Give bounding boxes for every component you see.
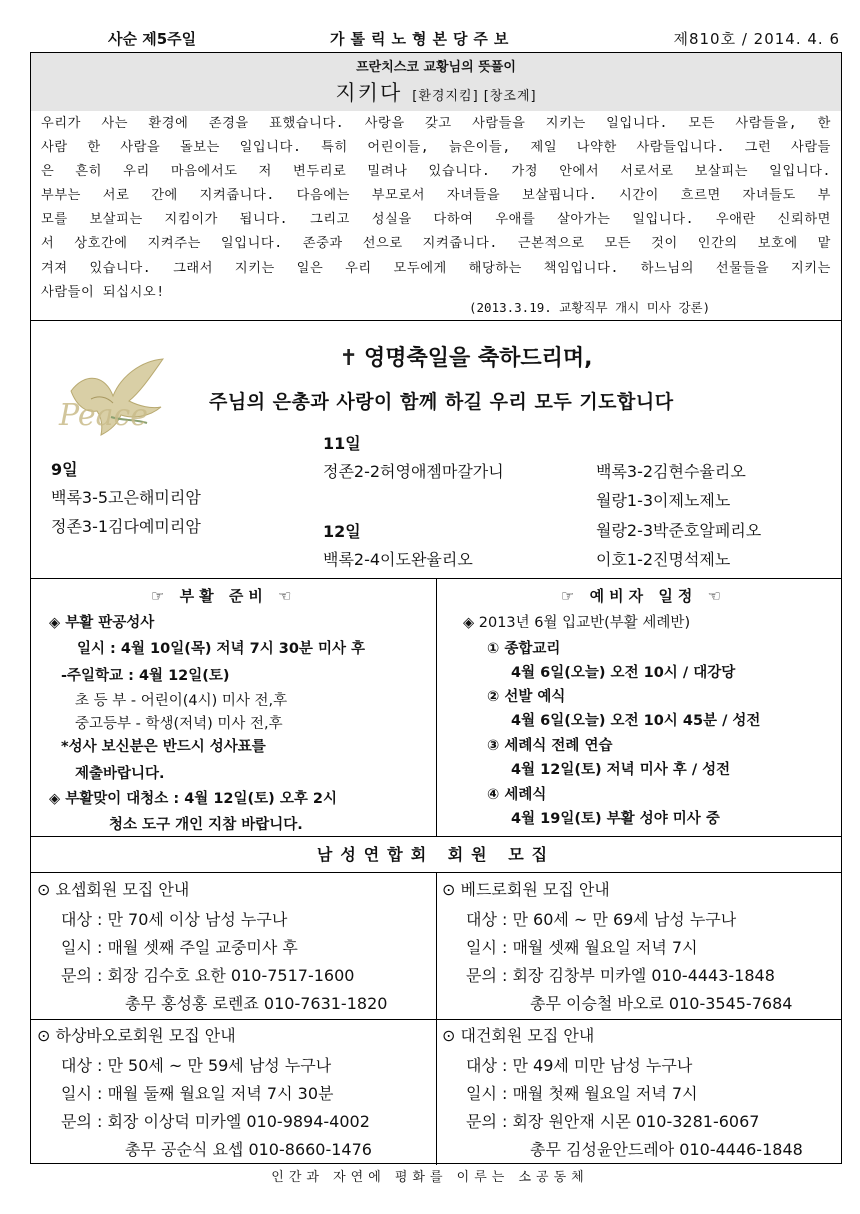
catechumen-line: 4월 6일(오늘) 오전 10시 / 대강당 xyxy=(511,665,736,681)
catechumen-line: 4월 6일(오늘) 오전 10시 45분 / 성전 xyxy=(511,713,761,729)
reflection-tags: [환경지킴] [창조계] xyxy=(412,89,537,104)
easter-prep-line: 일시 : 4월 10일(목) 저녁 7시 30분 미사 후 xyxy=(77,641,366,657)
feast-title-wrap xyxy=(171,341,761,372)
reflection-last-line: 사람들이 되십시오! xyxy=(41,284,165,300)
card-title: ⊙ 대건회원 모집 안내 xyxy=(442,1026,595,1045)
daegeon-recruit-card xyxy=(436,1019,841,1165)
cross-icon: ✝ xyxy=(339,346,358,371)
mens-union-title: 남성연합회 회원 모집 xyxy=(31,837,841,873)
feast-section xyxy=(31,321,841,579)
liturgical-week: 사순 제5주일 xyxy=(108,30,197,48)
day-9-name: 백록3-5고은해미리암 xyxy=(51,488,201,507)
card-contact: 총무 이승철 바오로 010-3545-7684 xyxy=(530,994,793,1013)
reflection-line: 은 흔히 우리 마음에서도 저 변두리로 밀려나 있습니다. 가정 안에서 서로서로 보살피는 일입니다. xyxy=(41,164,831,180)
card-schedule: 일시 : 매월 첫째 월요일 저녁 7시 xyxy=(466,1084,698,1103)
easter-prep-line: ◈ 부활 판공성사 xyxy=(49,615,155,631)
catechumen-line: 4월 12일(토) 저녁 미사 후 / 성전 xyxy=(511,762,731,778)
card-title: ⊙ 하상바오로회원 모집 안내 xyxy=(37,1026,236,1045)
day-12-label: 12일 xyxy=(323,522,361,541)
bulletin-name: 가톨릭노형본당주보 xyxy=(330,30,515,48)
reflection-title-wrap xyxy=(31,77,841,107)
card-contact: 문의 : 회장 김수호 요한 010-7517-1600 xyxy=(61,966,355,985)
reflection-body xyxy=(41,112,831,305)
feast-prayer: 주님의 은총과 사랑이 함께 하길 우리 모두 기도합니다 xyxy=(209,391,674,413)
logo-text: Peace xyxy=(59,398,149,433)
reflection-line: 우리가 사는 환경에 존경을 표했습니다. 사랑을 갖고 사람들을 지키는 일입니다. 모든 사람들을, 한 xyxy=(41,116,831,131)
hasang-paul-recruit-card xyxy=(31,1019,436,1165)
card-contact: 문의 : 회장 원안재 시몬 010-3281-6067 xyxy=(466,1112,760,1131)
easter-prep-line: 청소 도구 개인 지참 바랍니다. xyxy=(109,817,303,833)
bulletin-footer-motto: 인간과 자연에 평화를 이루는 소공동체 xyxy=(271,1170,589,1185)
day-9-name: 정존3-1김다예미리암 xyxy=(51,517,201,536)
reflection-subtitle: 프란치스코 교황님의 뜻풀이 xyxy=(356,60,516,75)
catechumen-line: ① 종합교리 xyxy=(487,641,561,657)
day-11-label: 11일 xyxy=(323,434,361,453)
day-12-name: 월랑2-3박준호알페리오 xyxy=(596,521,762,540)
day-11-name: 백록3-2김현수율리오 xyxy=(596,462,746,481)
peter-recruit-card xyxy=(436,873,841,1019)
catechumen-line: 4월 19일(토) 부활 성야 미사 중 xyxy=(511,811,720,827)
card-title: ⊙ 요셉회원 모집 안내 xyxy=(37,880,190,899)
day-12-name: 백록2-4이도완율리오 xyxy=(323,550,473,569)
card-contact: 총무 공순식 요셉 010-8660-1476 xyxy=(125,1140,372,1159)
card-contact: 문의 : 회장 이상덕 미카엘 010-9894-4002 xyxy=(61,1112,370,1131)
reflection-line: 사람 한 사람을 돌보는 일입니다. 특히 어린이들, 늙은이들, 제일 나약한 사람들입니다. 그런 사람들 xyxy=(41,140,831,156)
card-target: 대상 : 만 60세 ~ 만 69세 남성 누구나 xyxy=(466,910,737,929)
day-11-name: 정존2-2허영애젬마갈가니 xyxy=(323,462,504,481)
card-title: ⊙ 베드로회원 모집 안내 xyxy=(442,880,610,899)
card-schedule: 일시 : 매월 셋째 주일 교중미사 후 xyxy=(61,938,298,957)
mens-union-section xyxy=(31,837,841,1165)
day-12-name: 이호1-2진명석제노 xyxy=(596,550,731,569)
bulletin-frame xyxy=(30,52,842,1164)
catechumen-line: ④ 세례식 xyxy=(487,787,547,803)
easter-prep-line: 제출바랍니다. xyxy=(75,766,165,782)
easter-prep-line: 초 등 부 - 어린이(4시) 미사 전,후 xyxy=(75,693,288,709)
reflection-title: 지키다 xyxy=(335,81,403,105)
easter-prep-title: ☞ 부활 준비 ☜ xyxy=(151,587,297,605)
catechumen-title: ☞ 예비자 일정 ☜ xyxy=(561,587,727,605)
catechumen-line: ◈ 2013년 6월 입교반(부활 세례반) xyxy=(463,615,691,631)
day-9-label: 9일 xyxy=(51,460,78,479)
reflection-line: 모를 보살피는 지킴이가 됩니다. 그리고 성실을 다하여 우애를 살아가는 일입니다. 우애란 신뢰하면 xyxy=(41,212,831,228)
card-schedule: 일시 : 매월 둘째 월요일 저녁 7시 30분 xyxy=(61,1084,334,1103)
easter-prep-line: ◈ 부활맞이 대청소 : 4월 12일(토) 오후 2시 xyxy=(49,791,337,807)
reflection-line: 서 상호간에 지켜주는 일입니다. 존중과 선으로 지켜줍니다. 근본적으로 모든 것이 인간의 보호에 맡 xyxy=(41,236,831,252)
easter-prep-line: -주일학교 : 4월 12일(토) xyxy=(61,668,230,684)
column-divider xyxy=(436,579,437,837)
issue-number: 제810호 / 2014. 4. 6 xyxy=(673,30,840,48)
easter-prep-line: 중고등부 - 학생(저녁) 미사 전,후 xyxy=(75,716,283,732)
bulletin-header xyxy=(30,26,840,52)
day-11-name: 월랑1-3이제노제노 xyxy=(596,491,731,510)
feast-title: 영명축일을 축하드리며, xyxy=(363,346,593,371)
peace-dove-icon xyxy=(51,351,173,441)
card-target: 대상 : 만 50세 ~ 만 59세 남성 누구나 xyxy=(61,1056,332,1075)
announcements-section xyxy=(31,579,841,837)
reflection-line: 부부는 서로 간에 지켜줍니다. 다음에는 부모로서 자녀들을 보살핍니다. 시간이 흐르면 자녀들도 부 xyxy=(41,188,831,204)
easter-prep-line: *성사 보신분은 반드시 성사표를 xyxy=(61,739,266,755)
card-contact: 총무 김성윤안드레아 010-4446-1848 xyxy=(530,1140,803,1159)
card-contact: 총무 홍성홍 로렌죠 010-7631-1820 xyxy=(125,994,388,1013)
reflection-section xyxy=(31,53,841,321)
reflection-source: (2013.3.19. 교황직무 개시 미사 강론) xyxy=(469,300,711,315)
reflection-line: 겨져 있습니다. 그래서 지키는 일은 우리 모두에게 해당하는 책임입니다. 하느님의 선물들을 지키는 xyxy=(41,260,831,276)
card-target: 대상 : 만 49세 미만 남성 누구나 xyxy=(466,1056,693,1075)
card-contact: 문의 : 회장 김창부 미카엘 010-4443-1848 xyxy=(466,966,775,985)
joseph-recruit-card xyxy=(31,873,436,1019)
card-target: 대상 : 만 70세 이상 남성 누구나 xyxy=(61,910,288,929)
catechumen-line: ② 선발 예식 xyxy=(487,689,566,705)
reflection-title-band xyxy=(31,53,841,111)
card-schedule: 일시 : 매월 셋째 월요일 저녁 7시 xyxy=(466,938,698,957)
catechumen-line: ③ 세례식 전례 연습 xyxy=(487,738,613,754)
